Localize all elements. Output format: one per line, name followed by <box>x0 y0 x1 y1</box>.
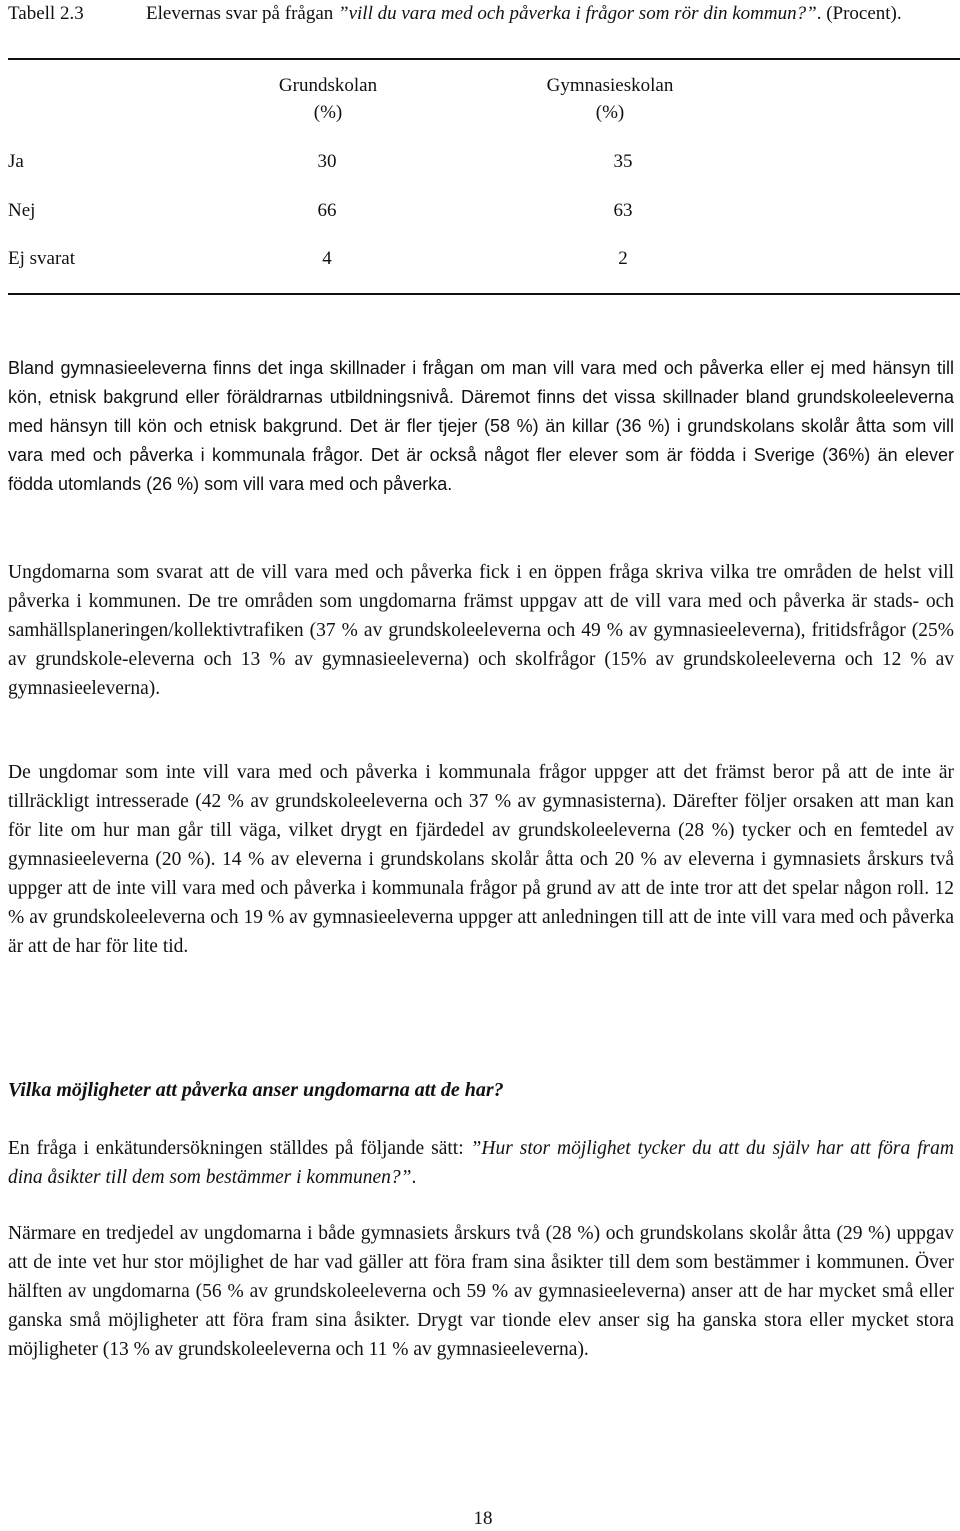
table-caption-quote: ”vill du vara med och påverka i frågor som rör din kommun?” <box>338 3 817 24</box>
paragraph-4-quote: ”Hur stor möjlighet tycker du att du själv har att föra fram dina åsikter till dem som bestämmer i kommunen?” <box>8 1138 954 1188</box>
table-cell: 66 <box>317 200 337 221</box>
paragraph-4-suffix: . <box>411 1167 417 1188</box>
table-cell: 30 <box>317 151 337 172</box>
table-caption-suffix: . (Procent). <box>816 3 902 24</box>
paragraph-5: Närmare en tredjedel av ungdomarna i både gymnasiets årskurs två (28 %) och grundskolans skolår åtta (29 %) uppgav att de inte vet hur stor möjlighet de har vad gäller att föra fram sina åsikter till dem som bestämmer i kommunen. Över hälften av ungdomarna (56 % av grundskoleeleverna och 59 % av gymnasieeleverna) anser att de har mycket små eller ganska små möjligheter att föra fram sina åsikter. Drygt var tionde elev anser sig ha ganska stora eller mycket stora möjligheter (13 % av grundskoleeleverna och 11 % av gymnasieeleverna). <box>8 1223 954 1360</box>
paragraph-4-prefix: En fråga i enkätundersökningen ställdes på följande sätt: <box>8 1138 471 1159</box>
table-caption <box>146 2 946 26</box>
row-label-nej: Nej <box>8 200 36 221</box>
section-heading: Vilka möjligheter att påverka anser ungdomarna att de har? <box>8 1079 504 1101</box>
page-number: 18 <box>473 1508 493 1529</box>
paragraph-2: Ungdomarna som svarat att de vill vara med och påverka fick i en öppen fråga skriva vilka tre områden de helst vill påverka i kommunen. De tre områden som ungdomarna främst uppgav att de vill vara med och påverka är stads- och samhällsplaneringen/kollektivtrafiken (37 % av grundskoleeleverna och 49 % av gymnasieeleverna), fritidsfrågor (25% av grundskole-eleverna och 13 % av gymnasieeleverna) och skolfrågor (15% av grundskoleeleverna och 12 % av gymnasieeleverna). <box>8 562 954 699</box>
table-cell: 4 <box>322 248 332 269</box>
table-cell: 63 <box>613 200 633 221</box>
paragraph-3: De ungdomar som inte vill vara med och påverka i kommunala frågor uppger att det främst beror på att de inte är tillräckligt intresserade (42 % av grundskoleeleverna och 37 % av gymnasisterna). Därefter följer orsaken att man kan för lite om hur man går till väga, vilket drygt en fjärdedel av grundskoleeleverna (28 %) tycker och en femtedel av gymnasieeleverna (20 %). 14 % av eleverna i grundskolans skolår åtta och 20 % av eleverna i gymnasiets årskurs två uppger att de inte vill vara med och påverka i kommunala frågor på grund av att de inte tror att det spelar någon roll. 12 % av grundskoleeleverna och 19 % av gymnasieeleverna uppger att anledningen till att de inte vill vara med och påverka är att de har för lite tid. <box>8 762 954 957</box>
table-cell: 2 <box>618 248 628 269</box>
paragraph-1: Bland gymnasieeleverna finns det inga skillnader i frågan om man vill vara med och påverka eller ej med hänsyn till kön, etnisk bakgrund eller föräldrarnas utbildningsnivå. Däremot finns det vissa skillnader bland grundskoleeleverna med hänsyn till kön och etnisk bakgrund. Det är fler tjejer (58 %) än killar (36 %) i grundskolans skolår åtta som vill vara med och påverka i kommunala frågor. Det är också något fler elever som är födda i Sverige (36%) än elever födda utomlands (26 %) som vill vara med och påverka. <box>8 358 954 494</box>
row-label-ja: Ja <box>8 151 24 172</box>
table-top-rule <box>8 58 960 60</box>
table-bottom-rule <box>8 293 960 295</box>
column-header-gymnasieskolan <box>510 72 710 126</box>
column-header-unit: (%) <box>313 102 343 123</box>
table-label: Tabell 2.3 <box>8 3 84 24</box>
table-caption-prefix: Elevernas svar på frågan <box>146 3 339 24</box>
column-header-unit: (%) <box>595 102 625 123</box>
column-header-name: Grundskolan <box>278 75 378 96</box>
column-header-grundskolan <box>228 72 428 126</box>
table-cell: 35 <box>613 151 633 172</box>
row-label-ej-svarat: Ej svarat <box>8 248 76 269</box>
paragraph-4 <box>8 1134 954 1192</box>
column-header-name: Gymnasieskolan <box>546 75 674 96</box>
